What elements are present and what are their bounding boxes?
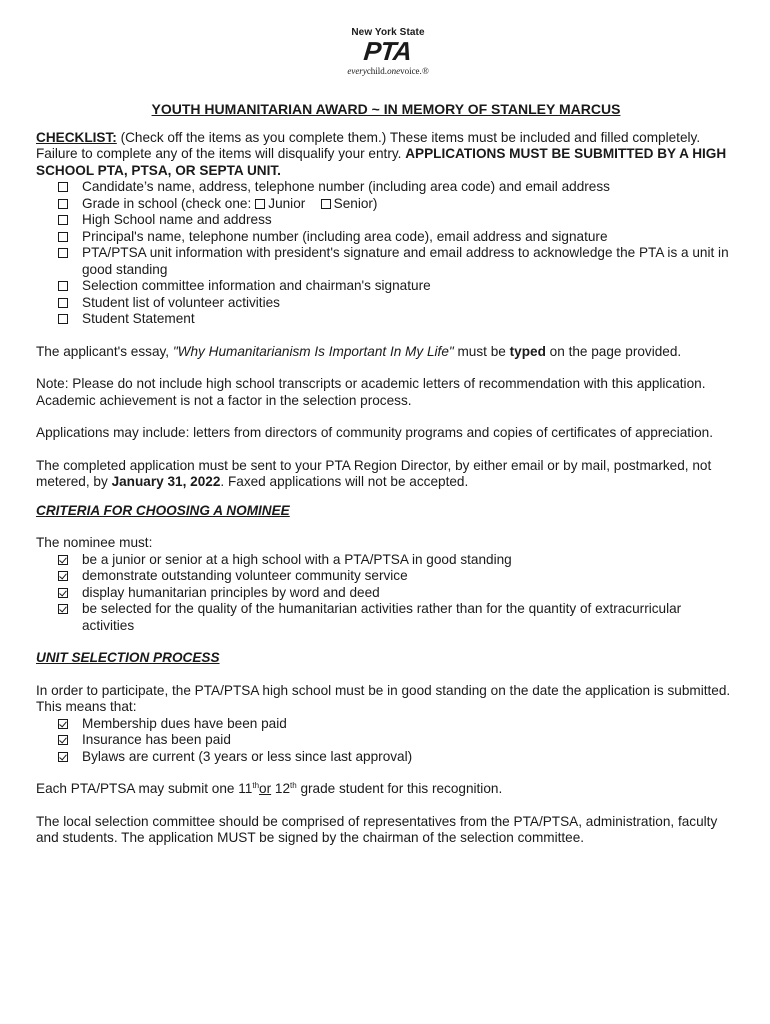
checklist-label: CHECKLIST:	[36, 129, 117, 145]
empty-checkbox-icon[interactable]	[58, 248, 68, 258]
criteria-item: demonstrate outstanding volunteer community service	[58, 568, 736, 585]
unit-selection-item: Bylaws are current (3 years or less since last approval)	[58, 749, 736, 766]
logo-state-text: New York State	[351, 27, 425, 38]
applications-include-paragraph: Applications may include: letters from directors of community programs and copies of certificates of appreciation.	[36, 425, 713, 440]
unit-selection-heading: UNIT SELECTION PROCESS	[36, 650, 220, 665]
empty-checkbox-icon[interactable]	[58, 298, 68, 308]
checked-box-icon	[58, 588, 68, 598]
checked-box-icon	[58, 719, 68, 729]
logo-pta-text: PTA	[362, 36, 414, 66]
checklist-item: Student list of volunteer activities	[58, 295, 736, 312]
unit-selection-list	[58, 716, 736, 766]
logo-tagline: everychild.onevoice.®	[347, 65, 429, 76]
checklist-item: High School name and address	[58, 212, 736, 229]
empty-checkbox-icon[interactable]	[58, 314, 68, 324]
criteria-item: be selected for the quality of the humanitarian activities rather than for the quantity of extracurricular activities	[58, 601, 736, 634]
unit-selection-intro: In order to participate, the PTA/PTSA high school must be in good standing on the date the application is submitted. This means that:	[36, 682, 731, 714]
empty-checkbox-icon[interactable]	[58, 232, 68, 242]
checklist-item-grade: Grade in school (check one: Junior Senior)	[58, 196, 736, 213]
page-title: YOUTH HUMANITARIAN AWARD ~ IN MEMORY OF STANLEY MARCUS	[151, 101, 621, 117]
submission-paragraph: The completed application must be sent to your PTA Region Director, by either email or by mail, postmarked, not metered, by January 31, 2022. Faxed applications will not be accepted.	[36, 457, 712, 489]
checklist-item: Principal's name, telephone number (including area code), email address and signature	[58, 229, 736, 246]
criteria-list	[58, 552, 736, 635]
document-body	[36, 101, 736, 863]
checked-box-icon	[58, 571, 68, 581]
criteria-intro: The nominee must:	[36, 535, 153, 550]
checked-box-icon	[58, 555, 68, 565]
essay-instruction: The applicant's essay, "Why Humanitarianism Is Important In My Life" must be typed on the page provided.	[36, 343, 682, 359]
criteria-item: be a junior or senior at a high school with a PTA/PTSA in good standing	[58, 552, 736, 569]
unit-selection-item: Membership dues have been paid	[58, 716, 736, 733]
nys-pta-logo	[330, 27, 446, 79]
checklist-item: PTA/PTSA unit information with president's signature and email address to acknowledge the PTA is a unit in good standing	[58, 245, 736, 278]
checklist-item: Student Statement	[58, 311, 736, 328]
empty-checkbox-icon[interactable]	[58, 215, 68, 225]
checklist-item: Candidate’s name, address, telephone number (including area code) and email address	[58, 179, 736, 196]
empty-checkbox-icon[interactable]	[58, 199, 68, 209]
note-paragraph: Note: Please do not include high school transcripts or academic letters of recommendation with this application. Academic achievement is not a factor in the selection process.	[36, 376, 706, 408]
junior-checkbox-icon[interactable]	[255, 199, 265, 209]
checklist-item: Selection committee information and chairman's signature	[58, 278, 736, 295]
unit-selection-item: Insurance has been paid	[58, 732, 736, 749]
checklist-requirement: APPLICATIONS MUST BE SUBMITTED BY A HIGH SCHOOL PTA, PTSA, OR SEPTA UNIT.	[36, 146, 727, 178]
checklist	[58, 179, 736, 328]
deadline-date: January 31, 2022	[111, 474, 221, 489]
checked-box-icon	[58, 604, 68, 614]
checked-box-icon	[58, 735, 68, 745]
empty-checkbox-icon[interactable]	[58, 281, 68, 291]
criteria-heading: CRITERIA FOR CHOOSING A NOMINEE	[36, 502, 290, 518]
checklist-intro: CHECKLIST: (Check off the items as you complete them.) These items must be included and filled completely. Failure to complete any of the items will disqualify your entry. APPLICATIONS MUST BE SUBMITTED BY A HIGH SCHOOL PTA, PTSA, OR SEPTA UNIT.	[36, 129, 727, 178]
empty-checkbox-icon[interactable]	[58, 182, 68, 192]
checked-box-icon	[58, 752, 68, 762]
essay-title: "Why Humanitarianism Is Important In My Life"	[172, 343, 454, 359]
committee-paragraph: The local selection committee should be comprised of representatives from the PTA/PTSA, administration, faculty and students. The application MUST be signed by the chairman of the selection committee.	[36, 813, 718, 845]
senior-checkbox-icon[interactable]	[321, 199, 331, 209]
criteria-item: display humanitarian principles by word and deed	[58, 585, 736, 602]
submit-one-paragraph: Each PTA/PTSA may submit one 11thor 12th grade student for this recognition.	[36, 781, 503, 796]
